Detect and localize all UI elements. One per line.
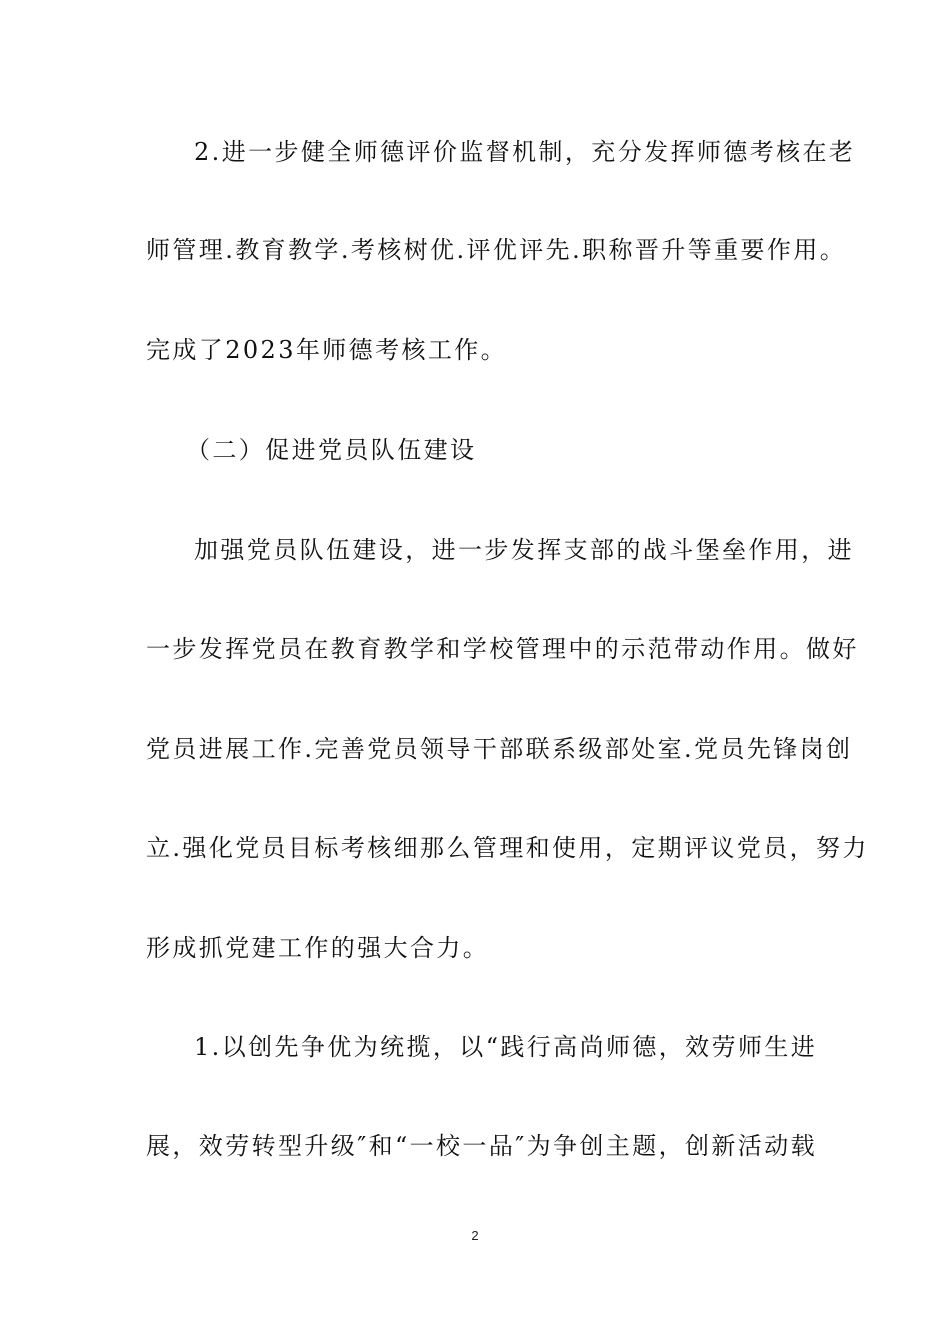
paragraph-line: 完成了2023年师德考核工作。	[146, 336, 508, 364]
paragraph-line: 立.强化党员目标考核细那么管理和使用，定期评议党员，努力	[146, 834, 869, 862]
paragraph-line: 展，效劳转型升级″和“一校一品″为争创主题，创新活动载	[146, 1132, 817, 1160]
paragraph-line: 师管理.教育教学.考核树优.评优评先.职称晋升等重要作用。	[146, 236, 847, 264]
paragraph-line: 2.进一步健全师德评价监督机制，充分发挥师德考核在老	[194, 138, 856, 166]
section-heading: （二）促进党员队伍建设	[186, 436, 477, 464]
paragraph-line: 形成抓党建工作的强大合力。	[146, 934, 490, 962]
paragraph-line: 党员进展工作.完善党员领导干部联系级部处室.党员先锋岗创	[146, 735, 853, 763]
paragraph-line: 加强党员队伍建设，进一步发挥支部的战斗堡垒作用，进	[194, 536, 854, 564]
page-number: 2	[471, 1228, 479, 1243]
paragraph-line: 1.以创先争优为统揽，以“践行高尚师德，效劳师生进	[194, 1033, 818, 1061]
paragraph-line: 一步发挥党员在教育教学和学校管理中的示范带动作用。做好	[146, 635, 859, 663]
